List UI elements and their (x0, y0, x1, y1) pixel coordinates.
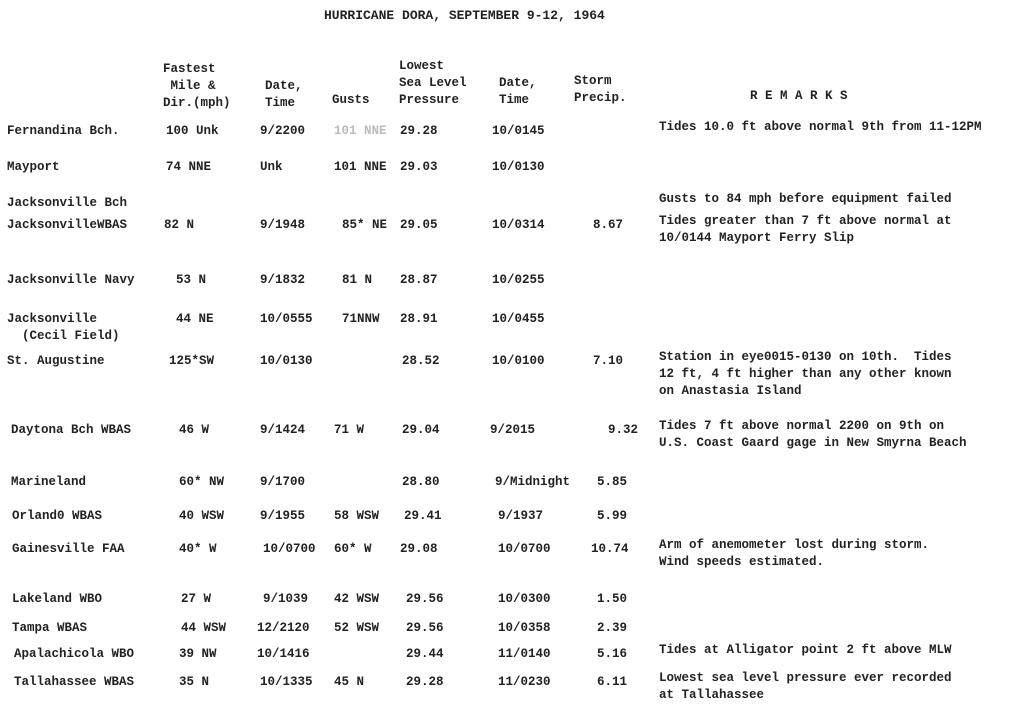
station-cell: JacksonvilleWBAS (7, 218, 128, 232)
date-time-cell: Unk (260, 160, 283, 174)
pressure-cell: 29.56 (406, 621, 444, 635)
pressure-date-cell: 10/0314 (492, 218, 545, 232)
precip-cell: 6.11 (597, 675, 628, 689)
remarks-cell: Lowest sea level pressure ever recorded at Tallahassee (659, 671, 952, 702)
station-cell: Fernandina Bch. (7, 124, 120, 138)
gusts-cell: 60* W (334, 542, 372, 556)
fastest-mile-cell: 40 WSW (179, 509, 225, 523)
pressure-cell: 29.05 (400, 218, 438, 232)
header-gusts: Gusts (332, 93, 370, 107)
gusts-cell: 85* NE (342, 218, 388, 232)
fastest-mile-cell: 82 N (164, 218, 195, 232)
station-cell: Mayport (7, 160, 60, 174)
station-cell: Daytona Bch WBAS (11, 423, 132, 437)
station-cell: Jacksonville Bch (7, 196, 128, 210)
remarks-cell: Arm of anemometer lost during storm. Wind speeds estimated. (659, 538, 930, 569)
fastest-mile-cell: 35 N (179, 675, 210, 689)
header-pressure: Lowest Sea Level Pressure (399, 59, 467, 107)
station-cell: St. Augustine (7, 354, 105, 368)
header-date-time-1: Date, Time (265, 79, 303, 110)
pressure-date-cell: 10/0358 (498, 621, 551, 635)
precip-cell: 2.39 (597, 621, 628, 635)
fastest-mile-cell: 100 Unk (166, 124, 219, 138)
pressure-date-cell: 11/0140 (498, 647, 551, 661)
station-cell: Gainesville FAA (12, 542, 125, 556)
pressure-cell: 28.52 (402, 354, 440, 368)
header-remarks: R E M A R K S (750, 89, 848, 103)
remarks-cell: Tides 7 ft above normal 2200 on 9th on U.S. Coast Gaard gage in New Smyrna Beach (659, 419, 967, 450)
fastest-mile-cell: 40* W (179, 542, 217, 556)
header-date-time-2: Date, Time (499, 76, 537, 107)
date-time-cell: 9/1955 (260, 509, 306, 523)
fastest-mile-cell: 60* NW (179, 475, 225, 489)
remarks-cell: Station in eye0015-0130 on 10th. Tides 12 ft, 4 ft higher than any other known on Anastasia Island (659, 350, 952, 398)
pressure-date-cell: 10/0130 (492, 160, 545, 174)
fastest-mile-cell: 27 W (181, 592, 212, 606)
gusts-cell: 101 NNE (334, 124, 387, 138)
gusts-cell: 101 NNE (334, 160, 387, 174)
pressure-cell: 28.87 (400, 273, 438, 287)
fastest-mile-cell: 46 W (179, 423, 210, 437)
pressure-cell: 29.41 (404, 509, 442, 523)
pressure-cell: 29.28 (400, 124, 438, 138)
pressure-date-cell: 10/0100 (492, 354, 545, 368)
fastest-mile-cell: 53 N (176, 273, 207, 287)
station-cell: Marineland (11, 475, 87, 489)
date-time-cell: 9/2200 (260, 124, 306, 138)
pressure-date-cell: 10/0300 (498, 592, 551, 606)
date-time-cell: 12/2120 (257, 621, 310, 635)
pressure-cell: 29.03 (400, 160, 438, 174)
header-fastest-mile: Fastest Mile & Dir.(mph) (163, 62, 231, 110)
date-time-cell: 10/1416 (257, 647, 310, 661)
page-title: HURRICANE DORA, SEPTEMBER 9-12, 1964 (324, 8, 605, 23)
precip-cell: 5.16 (597, 647, 628, 661)
remarks-cell: Gusts to 84 mph before equipment failed (659, 192, 952, 206)
station-cell: Orland0 WBAS (12, 509, 103, 523)
precip-cell: 5.99 (597, 509, 628, 523)
date-time-cell: 9/1039 (263, 592, 309, 606)
date-time-cell: 9/1948 (260, 218, 306, 232)
pressure-date-cell: 9/Midnight (495, 475, 571, 489)
date-time-cell: 10/0700 (263, 542, 316, 556)
station-cell: Apalachicola WBO (14, 647, 135, 661)
station-cell: Jacksonville (Cecil Field) (7, 312, 120, 343)
pressure-date-cell: 9/2015 (490, 423, 536, 437)
date-time-cell: 9/1424 (260, 423, 306, 437)
remarks-cell: Tides at Alligator point 2 ft above MLW (659, 643, 952, 657)
pressure-cell: 29.28 (406, 675, 444, 689)
gusts-cell: 81 N (342, 273, 373, 287)
pressure-cell: 28.80 (402, 475, 440, 489)
pressure-cell: 28.91 (400, 312, 438, 326)
precip-cell: 10.74 (591, 542, 629, 556)
remarks-cell: Tides 10.0 ft above normal 9th from 11-12PM (659, 120, 982, 134)
pressure-date-cell: 10/0145 (492, 124, 545, 138)
precip-cell: 7.10 (593, 354, 624, 368)
header-storm-precip: Storm Precip. (574, 74, 627, 105)
pressure-cell: 29.56 (406, 592, 444, 606)
fastest-mile-cell: 44 NE (176, 312, 214, 326)
date-time-cell: 10/0130 (260, 354, 313, 368)
fastest-mile-cell: 74 NNE (166, 160, 212, 174)
gusts-cell: 71 W (334, 423, 365, 437)
gusts-cell: 58 WSW (334, 509, 380, 523)
remarks-cell: Tides greater than 7 ft above normal at 10/0144 Mayport Ferry Slip (659, 214, 952, 245)
station-cell: Tampa WBAS (12, 621, 88, 635)
station-cell: Jacksonville Navy (7, 273, 135, 287)
pressure-cell: 29.44 (406, 647, 444, 661)
pressure-date-cell: 10/0455 (492, 312, 545, 326)
pressure-cell: 29.08 (400, 542, 438, 556)
pressure-date-cell: 10/0700 (498, 542, 551, 556)
date-time-cell: 10/1335 (260, 675, 313, 689)
date-time-cell: 9/1700 (260, 475, 306, 489)
gusts-cell: 71NNW (342, 312, 380, 326)
pressure-date-cell: 10/0255 (492, 273, 545, 287)
pressure-date-cell: 9/1937 (498, 509, 544, 523)
precip-cell: 8.67 (593, 218, 624, 232)
pressure-cell: 29.04 (402, 423, 440, 437)
precip-cell: 9.32 (608, 423, 639, 437)
pressure-date-cell: 11/0230 (498, 675, 551, 689)
precip-cell: 5.85 (597, 475, 628, 489)
fastest-mile-cell: 125*SW (169, 354, 215, 368)
gusts-cell: 42 WSW (334, 592, 380, 606)
gusts-cell: 45 N (334, 675, 365, 689)
fastest-mile-cell: 39 NW (179, 647, 217, 661)
fastest-mile-cell: 44 WSW (181, 621, 227, 635)
date-time-cell: 9/1832 (260, 273, 306, 287)
precip-cell: 1.50 (597, 592, 628, 606)
station-cell: Lakeland WBO (12, 592, 103, 606)
station-cell: Tallahassee WBAS (14, 675, 135, 689)
date-time-cell: 10/0555 (260, 312, 313, 326)
gusts-cell: 52 WSW (334, 621, 380, 635)
